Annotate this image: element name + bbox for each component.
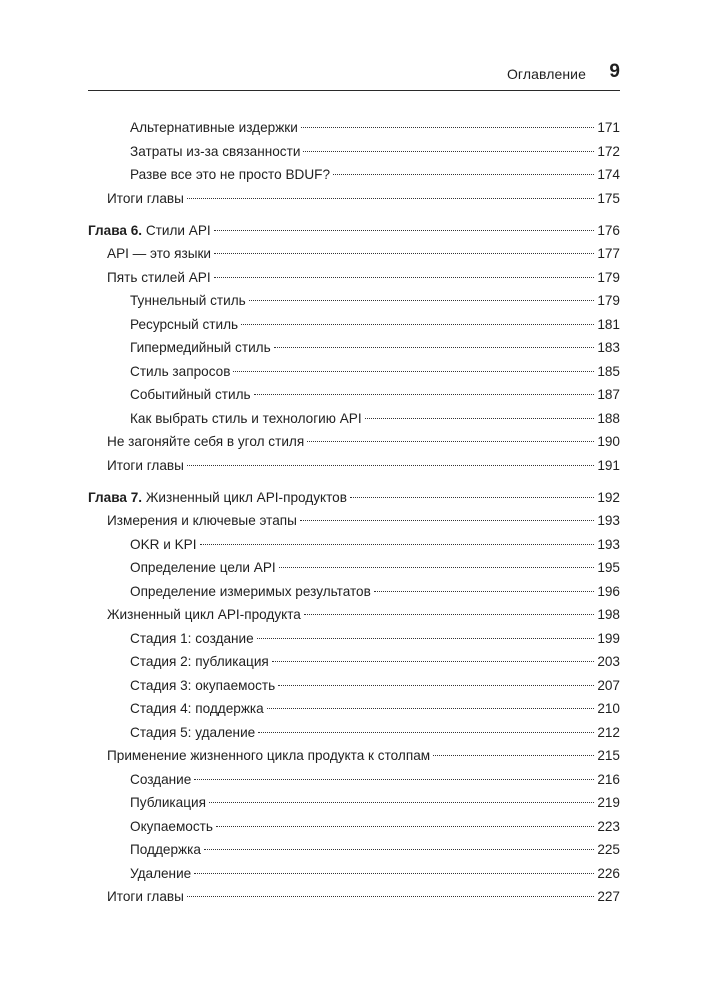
- toc-entry[interactable]: [130, 815, 620, 839]
- toc-entry-page: 174: [597, 167, 620, 182]
- toc-entry-page: 171: [597, 120, 620, 135]
- leader-dots: [365, 418, 595, 419]
- leader-dots: [307, 441, 594, 442]
- toc-entry-page: 198: [597, 607, 620, 622]
- leader-dots: [194, 873, 594, 874]
- leader-dots: [278, 685, 594, 686]
- leader-dots: [433, 755, 594, 756]
- toc-entry-label: Итоги главы: [107, 190, 184, 206]
- leader-dots: [200, 544, 595, 545]
- toc-entry[interactable]: [107, 242, 620, 266]
- toc-entry-label: Гипермедийный стиль: [130, 340, 271, 355]
- leader-dots: [257, 638, 595, 639]
- toc-entry-label: Не загоняйте себя в угол стиля: [107, 434, 305, 449]
- toc-entry-page: 195: [597, 560, 620, 575]
- leader-dots: [303, 151, 594, 152]
- toc-entry-page: 227: [597, 889, 620, 904]
- toc-entry-page: 199: [597, 630, 620, 646]
- toc-entry-label: Окупаемость: [130, 818, 213, 834]
- toc-entry-label: Затраты из-за связанности: [130, 143, 301, 159]
- toc-entry-label: Итоги главы: [107, 889, 184, 904]
- toc-entry[interactable]: [130, 627, 620, 651]
- toc-entry[interactable]: [130, 791, 620, 815]
- running-header: [88, 60, 620, 91]
- toc-chapter-entry[interactable]: [88, 219, 620, 243]
- toc-entry-label: Альтернативные издержки: [130, 120, 298, 135]
- toc-entry-label: [88, 219, 211, 243]
- toc-entry-page: 192: [597, 489, 620, 505]
- toc-entry-page: 225: [597, 842, 620, 857]
- toc-entry-page: 191: [597, 457, 620, 473]
- toc-entry[interactable]: [130, 336, 620, 360]
- leader-dots: [333, 174, 594, 175]
- toc-entry-page: 175: [597, 190, 620, 206]
- toc-entry-page: 179: [597, 269, 620, 285]
- toc-entry[interactable]: [107, 430, 620, 454]
- toc-entry-label: Стадия 1: создание: [130, 630, 254, 646]
- leader-dots: [194, 779, 594, 780]
- leader-dots: [233, 371, 594, 372]
- toc-entry-label: Создание: [130, 771, 192, 787]
- toc-entry-page: 187: [597, 387, 620, 402]
- leader-dots: [204, 849, 594, 850]
- toc-entry[interactable]: [130, 721, 620, 745]
- toc-entry-page: 203: [597, 654, 620, 669]
- leader-dots: [249, 300, 595, 301]
- toc-entry-label: Применение жизненного цикла продукта к столпам: [107, 748, 431, 763]
- toc-entry[interactable]: [107, 603, 620, 627]
- toc-entry-page: 219: [597, 795, 620, 810]
- toc-entry-page: 212: [597, 724, 620, 740]
- toc-entry[interactable]: [130, 116, 620, 140]
- chapter-title: Стили API: [145, 222, 211, 238]
- toc-entry-page: 188: [597, 410, 620, 426]
- toc-chapter-entry[interactable]: [88, 486, 620, 510]
- toc-entry-page: 179: [597, 293, 620, 308]
- toc-entry-label: API — это языки: [107, 246, 212, 261]
- toc-entry[interactable]: [130, 407, 620, 431]
- toc-entry-label: Стиль запросов: [130, 363, 231, 379]
- toc-entry-label: Как выбрать стиль и технологию API: [130, 410, 362, 426]
- toc-entry-page: 223: [597, 818, 620, 834]
- chapter-number: Глава 6.: [88, 222, 143, 238]
- toc-entry-page: 181: [597, 316, 620, 332]
- toc-entry-label: Разве все это не просто BDUF?: [130, 167, 331, 182]
- toc-entry[interactable]: [130, 674, 620, 698]
- chapter-title: Жизненный цикл API-продуктов: [145, 489, 347, 505]
- toc-entry[interactable]: [107, 509, 620, 533]
- toc-entry[interactable]: [107, 885, 620, 909]
- toc-entry-label: Итоги главы: [107, 457, 184, 473]
- leader-dots: [301, 127, 594, 128]
- toc-entry-page: 193: [597, 513, 620, 528]
- section-gap: [0, 477, 708, 486]
- leader-dots: [187, 465, 594, 466]
- toc-entry-label: Измерения и ключевые этапы: [107, 513, 297, 528]
- leader-dots: [214, 253, 594, 254]
- toc-entry-label: [88, 486, 347, 510]
- toc-entry-page: 185: [597, 363, 620, 379]
- toc-entry-label: Стадия 2: публикация: [130, 654, 269, 669]
- toc-entry-page: 207: [597, 677, 620, 693]
- leader-dots: [214, 230, 595, 231]
- toc-entry-page: 190: [597, 434, 620, 449]
- toc-entry[interactable]: [130, 556, 620, 580]
- toc-entry[interactable]: [130, 313, 620, 337]
- toc-entry-page: 215: [597, 748, 620, 763]
- toc-entry-page: 193: [597, 536, 620, 552]
- leader-dots: [304, 614, 594, 615]
- leader-dots: [272, 661, 595, 662]
- chapter-number: Глава 7.: [88, 489, 143, 505]
- leader-dots: [216, 826, 594, 827]
- toc-entry[interactable]: [130, 580, 620, 604]
- leader-dots: [241, 324, 594, 325]
- toc-entry[interactable]: [130, 697, 620, 721]
- toc-entry-page: 216: [597, 771, 620, 787]
- page-number: 9: [609, 61, 620, 82]
- leader-dots: [279, 567, 595, 568]
- toc-entry[interactable]: [107, 454, 620, 478]
- toc-entry[interactable]: [130, 650, 620, 674]
- toc-entry[interactable]: [130, 289, 620, 313]
- toc-entry-label: Стадия 4: поддержка: [130, 701, 264, 716]
- toc-entry-page: 226: [597, 865, 620, 881]
- running-header-title: Оглавление: [506, 66, 586, 82]
- toc-entry-label: Поддержка: [130, 842, 201, 857]
- toc-entry-label: Пять стилей API: [107, 269, 211, 285]
- toc-entry-label: Стадия 5: удаление: [130, 724, 256, 740]
- toc-entry[interactable]: [107, 266, 620, 290]
- leader-dots: [267, 708, 595, 709]
- toc-entry[interactable]: [130, 383, 620, 407]
- toc-entry-label: Удаление: [130, 865, 192, 881]
- toc-entry-label: Стадия 3: окупаемость: [130, 677, 276, 693]
- toc-entry-label: Определение измеримых результатов: [130, 583, 371, 599]
- toc-entry[interactable]: [130, 862, 620, 886]
- section-gap: [0, 210, 708, 219]
- toc-entry-page: 210: [597, 701, 620, 716]
- toc-entry-label: Ресурсный стиль: [130, 316, 239, 332]
- toc-entry[interactable]: [107, 744, 620, 768]
- toc-entry[interactable]: [130, 838, 620, 862]
- toc-entry-label: Жизненный цикл API-продукта: [107, 607, 301, 622]
- leader-dots: [214, 277, 595, 278]
- toc-entry-label: OKR и KPI: [130, 536, 197, 552]
- toc-entry[interactable]: [130, 533, 620, 557]
- table-of-contents: [0, 116, 708, 909]
- toc-entry[interactable]: [130, 360, 620, 384]
- toc-entry-label: Публикация: [130, 795, 206, 810]
- toc-entry[interactable]: [130, 163, 620, 187]
- toc-entry[interactable]: [130, 140, 620, 164]
- toc-entry-page: 176: [597, 222, 620, 238]
- leader-dots: [209, 802, 594, 803]
- leader-dots: [187, 896, 594, 897]
- toc-entry-page: 177: [597, 246, 620, 261]
- leader-dots: [374, 591, 594, 592]
- toc-entry-label: Туннельный стиль: [130, 293, 246, 308]
- toc-entry-label: Определение цели API: [130, 560, 276, 575]
- leader-dots: [274, 347, 595, 348]
- leader-dots: [258, 732, 594, 733]
- leader-dots: [187, 198, 594, 199]
- toc-entry-label: Событийный стиль: [130, 387, 251, 402]
- toc-entry-page: 196: [597, 583, 620, 599]
- toc-entry-page: 172: [597, 143, 620, 159]
- leader-dots: [254, 394, 595, 395]
- toc-entry[interactable]: [107, 187, 620, 211]
- toc-entry[interactable]: [130, 768, 620, 792]
- toc-entry-page: 183: [597, 340, 620, 355]
- leader-dots: [350, 497, 594, 498]
- leader-dots: [300, 520, 594, 521]
